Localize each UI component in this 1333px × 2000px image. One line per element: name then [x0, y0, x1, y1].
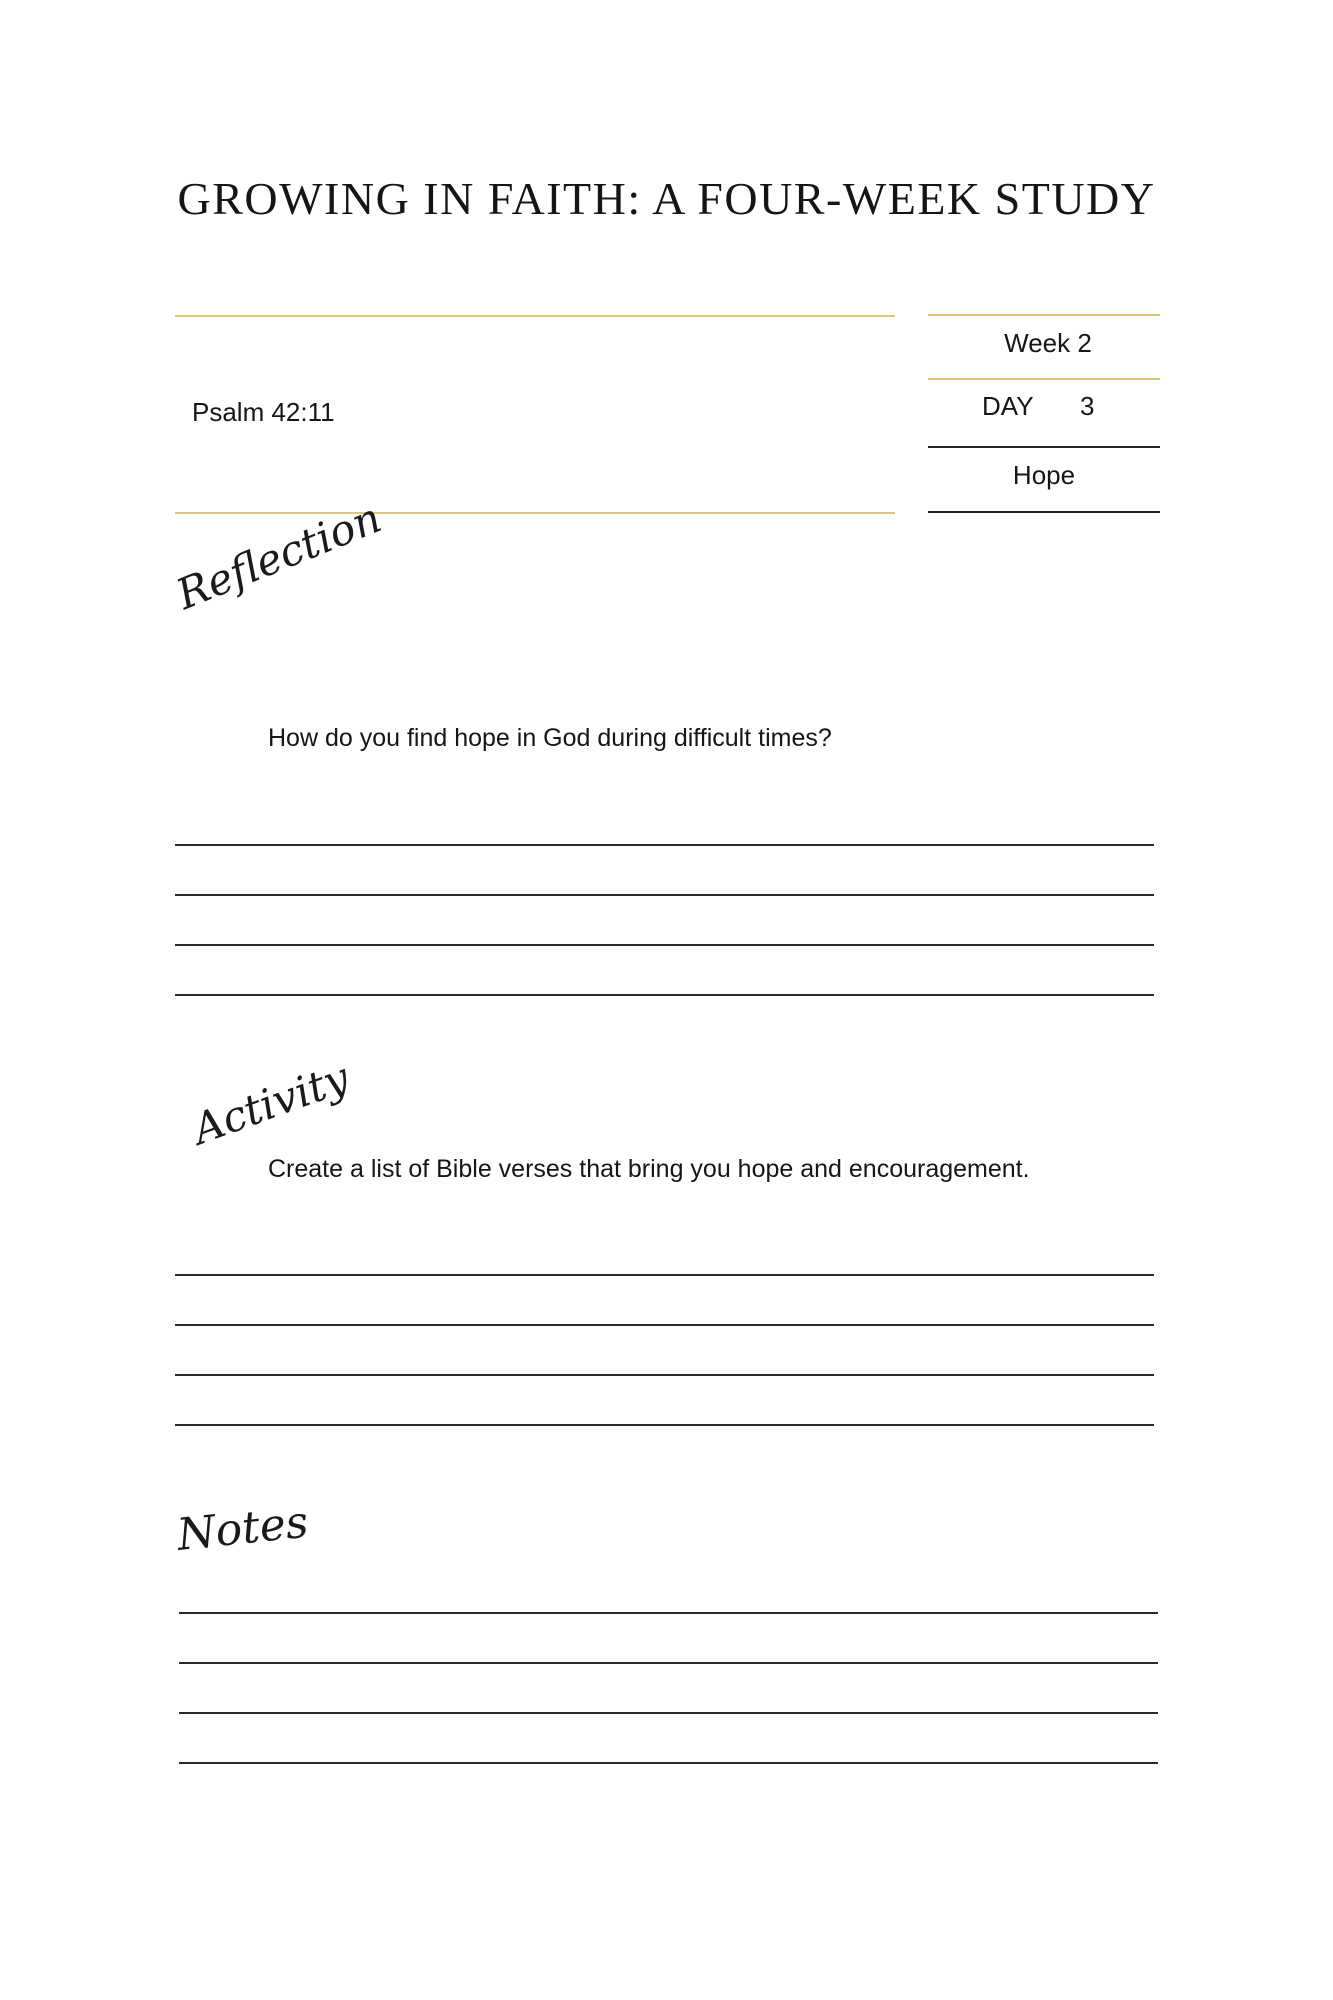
- reflection-heading: Reflection: [169, 492, 388, 619]
- meta-week-rule: [928, 378, 1160, 380]
- page-title: GROWING IN FAITH: A FOUR-WEEK STUDY: [177, 173, 1156, 224]
- notes-writing-line: [179, 1712, 1158, 1714]
- scripture-bottom-rule: [175, 512, 895, 514]
- meta-bottom-rule: [928, 511, 1160, 513]
- notes-heading: Notes: [174, 1496, 311, 1561]
- week-label: Week 2: [1004, 328, 1092, 358]
- activity-prompt: Create a list of Bible verses that bring you hope and encouragement.: [268, 1155, 1030, 1183]
- activity-writing-line: [175, 1424, 1154, 1426]
- reflection-writing-line: [175, 944, 1154, 946]
- activity-heading: Activity: [186, 1052, 356, 1154]
- notes-writing-line: [179, 1612, 1158, 1614]
- reflection-prompt: How do you find hope in God during difficult times?: [268, 724, 832, 752]
- activity-writing-line: [175, 1374, 1154, 1376]
- day-number: 3: [1080, 391, 1095, 421]
- scripture-top-rule: [175, 315, 895, 317]
- reflection-writing-line: [175, 994, 1154, 996]
- activity-writing-line: [175, 1274, 1154, 1276]
- reflection-writing-line: [175, 894, 1154, 896]
- theme-label: Hope: [1012, 460, 1076, 490]
- scripture-reference: Psalm 42:11: [192, 397, 335, 427]
- day-label: DAY: [982, 391, 1034, 421]
- meta-day-rule: [928, 446, 1160, 448]
- notes-writing-line: [179, 1662, 1158, 1664]
- activity-writing-line: [175, 1324, 1154, 1326]
- notes-writing-line: [179, 1762, 1158, 1764]
- reflection-writing-line: [175, 844, 1154, 846]
- meta-top-rule: [928, 314, 1160, 316]
